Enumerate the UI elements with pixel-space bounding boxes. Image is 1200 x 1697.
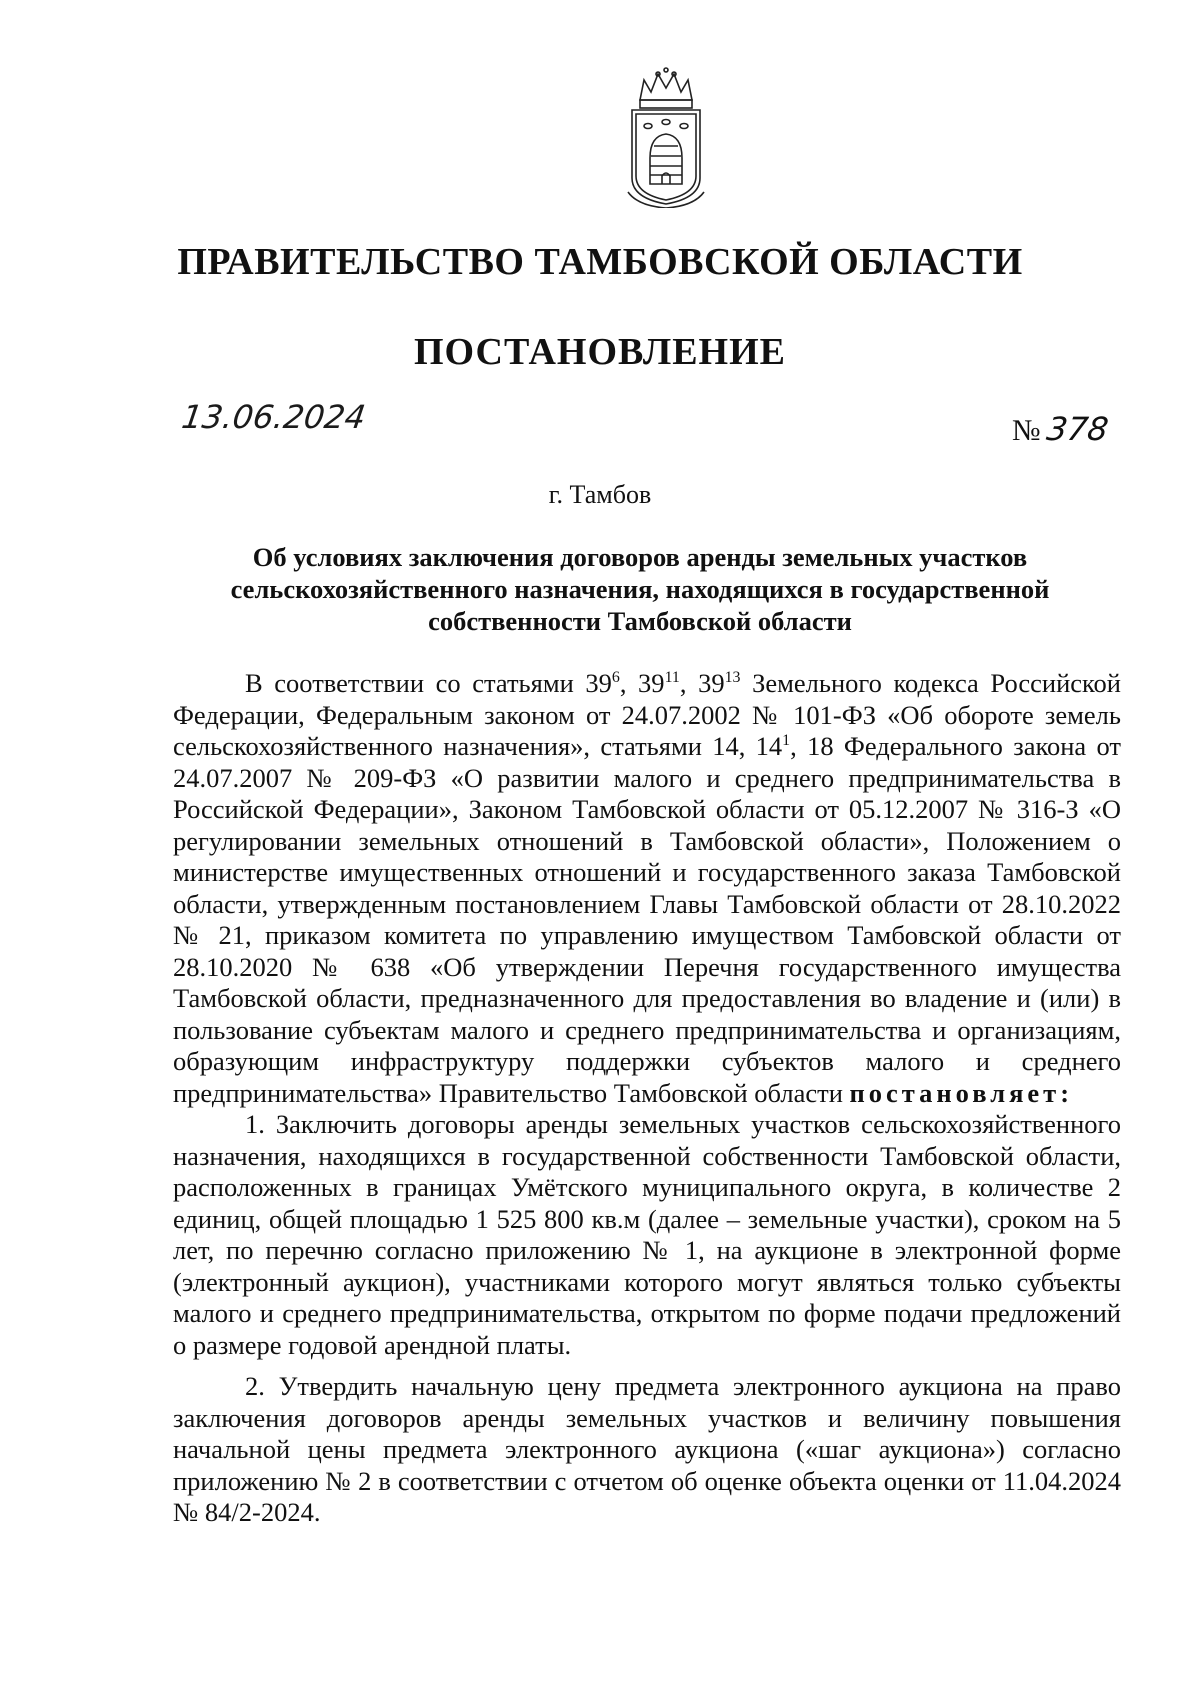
document-body <box>173 668 1121 1529</box>
organization-title: ПРАВИТЕЛЬСТВО ТАМБОВСКОЙ ОБЛАСТИ <box>177 241 1023 283</box>
tambov-coat-of-arms-icon <box>618 66 714 208</box>
document-subject: Об условиях заключения договоров аренды земельных участков сельскохозяйственного назначения, находящихся в государственной собственности Тамбовской области <box>230 542 1050 636</box>
preamble-paragraph: В соответствии со статьями $39^6$, $39^{11}$, $39^{13}$ Земельного кодекса Российской Федерации, Федеральным законом от 24.07.2002 № 101-ФЗ «Об обороте земель сельскохозяйственного назначения», статьями 14, $14^1$, 18 Федерального закона от 24.07.2007 № 209-ФЗ «О развитии малого и среднего предпринимательства в Российской Федерации», Законом Тамбовской области от 05.12.2007 № 316-З «О регулировании земельных отношений в Тамбовской области», Положением о министерстве имущественных отношений и государственного заказа Тамбовской области, утвержденным постановлением Главы Тамбовской области от 28.10.2022 № 21, приказом комитета по управлению имуществом Тамбовской области от 28.10.2020 № 638 «Об утверждении Перечня государственного имущества Тамбовской области, предназначенного для предоставления во владение и (или) в пользование субъектам малого и среднего предпринимательства и организациям, образующим инфраструктуру поддержки субъектов малого и среднего предпринимательства» Правительство Тамбовской области постановляет: <box>173 668 1121 1108</box>
item-paragraph: 2. Утвердить начальную цену предмета электронного аукциона на право заключения договоров аренды земельных участков и величину повышения начальной цены предмета электронного аукциона («шаг аукциона») согласно приложению № 2 в соответствии с отчетом об оценке объекта оценки от 11.04.2024 № 84/2-2024. <box>173 1371 1121 1527</box>
handwritten-date: 13.06.2024 <box>179 398 368 436</box>
document-number <box>1012 410 1111 448</box>
item-paragraph: 1. Заключить договоры аренды земельных участков сельскохозяйственного назначения, находящихся в государственной собственности Тамбовской области, расположенных в границах Умётского муниципального округа, в количестве 2 единиц, общей площадью 1 525 800 кв.м (далее – земельные участки), сроком на 5 лет, по перечню согласно приложению № 1, на аукционе в электронной форме (электронный аукцион), участниками которого могут являться только субъекты малого и среднего предпринимательства, открытом по форме подачи предложений о размере годовой арендной платы. <box>173 1109 1121 1360</box>
document-type-heading: ПОСТАНОВЛЕНИЕ <box>413 331 787 373</box>
number-sign: № <box>1012 414 1041 447</box>
decree-word: постановляет: <box>849 1077 1074 1108</box>
city-line: г. Тамбов <box>548 480 652 509</box>
handwritten-number: 378 <box>1043 410 1111 448</box>
